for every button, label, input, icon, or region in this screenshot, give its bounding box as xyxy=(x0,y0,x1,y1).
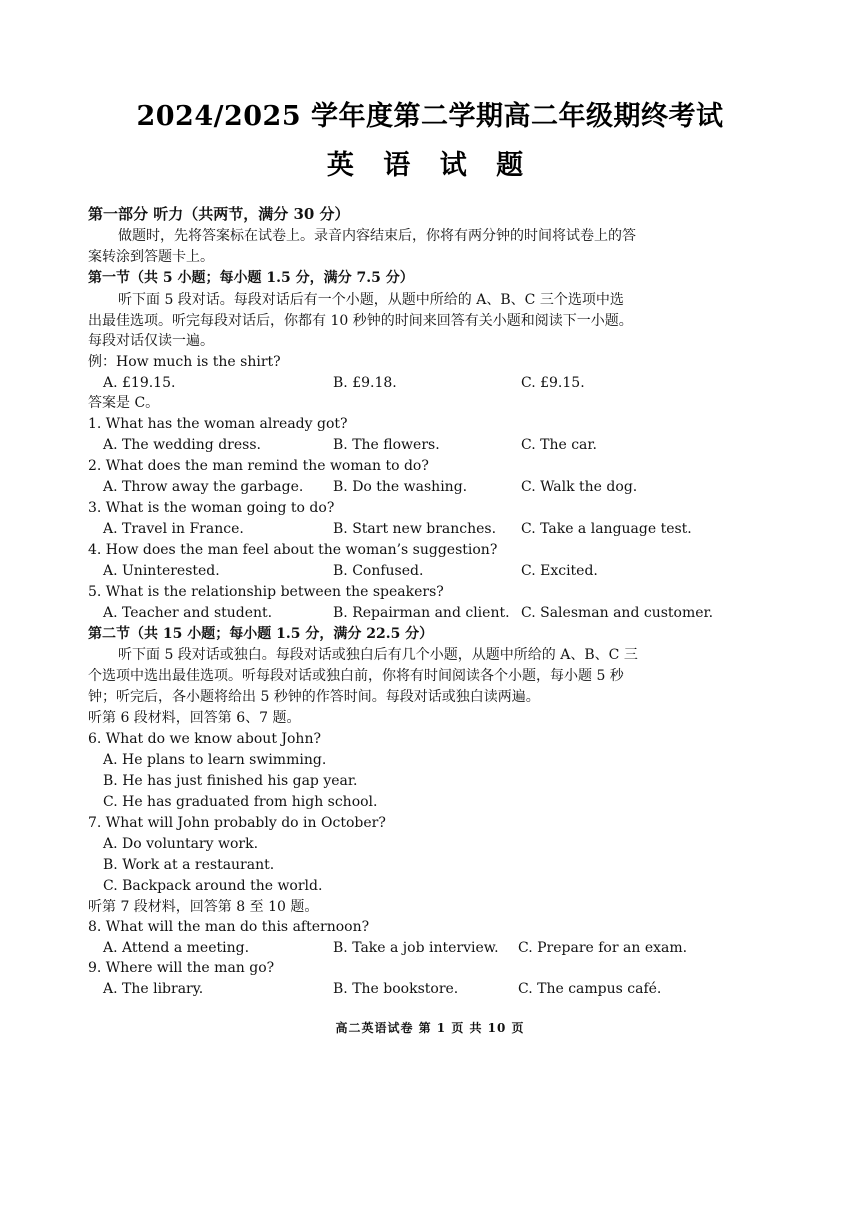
question-6-option-b: B. He has just finished his gap year. xyxy=(103,773,358,789)
section1-intro-line1: 听下面 5 段对话。每段对话后有一个小题，从题中所给的 A、B、C 三个选项中选 xyxy=(118,292,624,308)
question-4-option-a: A. Uninterested. xyxy=(103,563,220,579)
question-1-option-a: A. The wedding dress. xyxy=(103,437,261,453)
part1-intro-line1: 做题时，先将答案标在试卷上。录音内容结束后，你将有两分钟的时间将试卷上的答 xyxy=(118,228,636,244)
section1-intro-line2: 出最佳选项。听完每段对话后，你都有 10 秒钟的时间来回答有关小题和阅读下一小题。 xyxy=(88,313,633,329)
question-4: 4. How does the man feel about the woman’s suggestion? xyxy=(88,542,498,558)
question-8: 8. What will the man do this afternoon? xyxy=(88,919,370,935)
question-7-option-b: B. Work at a restaurant. xyxy=(103,857,275,873)
question-5-option-b: B. Repairman and client. xyxy=(333,605,510,621)
example-option-a: A. £19.15. xyxy=(103,375,176,391)
part1-heading: 第一部分 听力（共两节，满分 30 分） xyxy=(88,205,350,223)
question-5-option-a: A. Teacher and student. xyxy=(103,605,273,621)
section2-heading: 第二节（共 15 小题；每小题 1.5 分，满分 22.5 分） xyxy=(88,626,434,642)
question-2-option-a: A. Throw away the garbage. xyxy=(103,479,304,495)
question-2-option-b: B. Do the washing. xyxy=(333,479,468,495)
question-3-option-a: A. Travel in France. xyxy=(103,521,244,537)
question-6-option-c: C. He has graduated from high school. xyxy=(103,794,378,810)
question-4-option-c: C. Excited. xyxy=(521,563,598,579)
question-2: 2. What does the man remind the woman to do? xyxy=(88,458,429,474)
section2-intro-line2: 个选项中选出最佳选项。听每段对话或独白前，你将有时间阅读各个小题，每小题 5 秒 xyxy=(88,668,624,684)
question-6: 6. What do we know about John? xyxy=(88,731,321,747)
question-2-option-c: C. Walk the dog. xyxy=(521,479,638,495)
exam-title: 2024/2025 学年度第二学期高二年级期终考试 xyxy=(136,101,724,132)
question-1-option-b: B. The flowers. xyxy=(333,437,440,453)
question-9: 9. Where will the man go? xyxy=(88,960,275,976)
section2-intro-line1: 听下面 5 段对话或独白。每段对话或独白后有几个小题，从题中所给的 A、B、C 三 xyxy=(118,647,638,663)
exam-subject-title: 英 语 试 题 xyxy=(326,150,534,181)
question-7-option-c: C. Backpack around the world. xyxy=(103,878,323,894)
example-question: 例：How much is the shirt? xyxy=(88,354,281,370)
question-5: 5. What is the relationship between the speakers? xyxy=(88,584,444,600)
question-5-option-c: C. Salesman and customer. xyxy=(521,605,714,621)
material-6-instruction: 听第 6 段材料，回答第 6、7 题。 xyxy=(88,710,301,726)
question-8-option-b: B. Take a job interview. xyxy=(333,940,499,956)
page-footer: 高二英语试卷 第 1 页 共 10 页 xyxy=(335,1021,525,1035)
question-9-option-a: A. The library. xyxy=(103,981,204,997)
example-option-c: C. £9.15. xyxy=(521,375,585,391)
question-3-option-c: C. Take a language test. xyxy=(521,521,692,537)
question-1-option-c: C. The car. xyxy=(521,437,597,453)
question-3: 3. What is the woman going to do? xyxy=(88,500,335,516)
question-4-option-b: B. Confused. xyxy=(333,563,424,579)
material-7-instruction: 听第 7 段材料，回答第 8 至 10 题。 xyxy=(88,899,319,915)
example-option-b: B. £9.18. xyxy=(333,375,397,391)
part1-intro-line2: 案转涂到答题卡上。 xyxy=(88,249,214,265)
section1-intro-line3: 每段对话仅读一遍。 xyxy=(88,333,214,349)
question-1: 1. What has the woman already got? xyxy=(88,416,348,432)
question-9-option-b: B. The bookstore. xyxy=(333,981,459,997)
question-6-option-a: A. He plans to learn swimming. xyxy=(103,752,327,768)
question-8-option-a: A. Attend a meeting. xyxy=(103,940,250,956)
section1-heading: 第一节（共 5 小题；每小题 1.5 分，满分 7.5 分） xyxy=(88,270,414,286)
question-3-option-b: B. Start new branches. xyxy=(333,521,497,537)
example-answer: 答案是 C。 xyxy=(88,395,160,411)
question-7-option-a: A. Do voluntary work. xyxy=(103,836,259,852)
question-8-option-c: C. Prepare for an exam. xyxy=(518,940,688,956)
question-7: 7. What will John probably do in October? xyxy=(88,815,386,831)
question-9-option-c: C. The campus café. xyxy=(518,981,662,997)
section2-intro-line3: 钟；听完后，各小题将给出 5 秒钟的作答时间。每段对话或独白读两遍。 xyxy=(88,689,540,705)
